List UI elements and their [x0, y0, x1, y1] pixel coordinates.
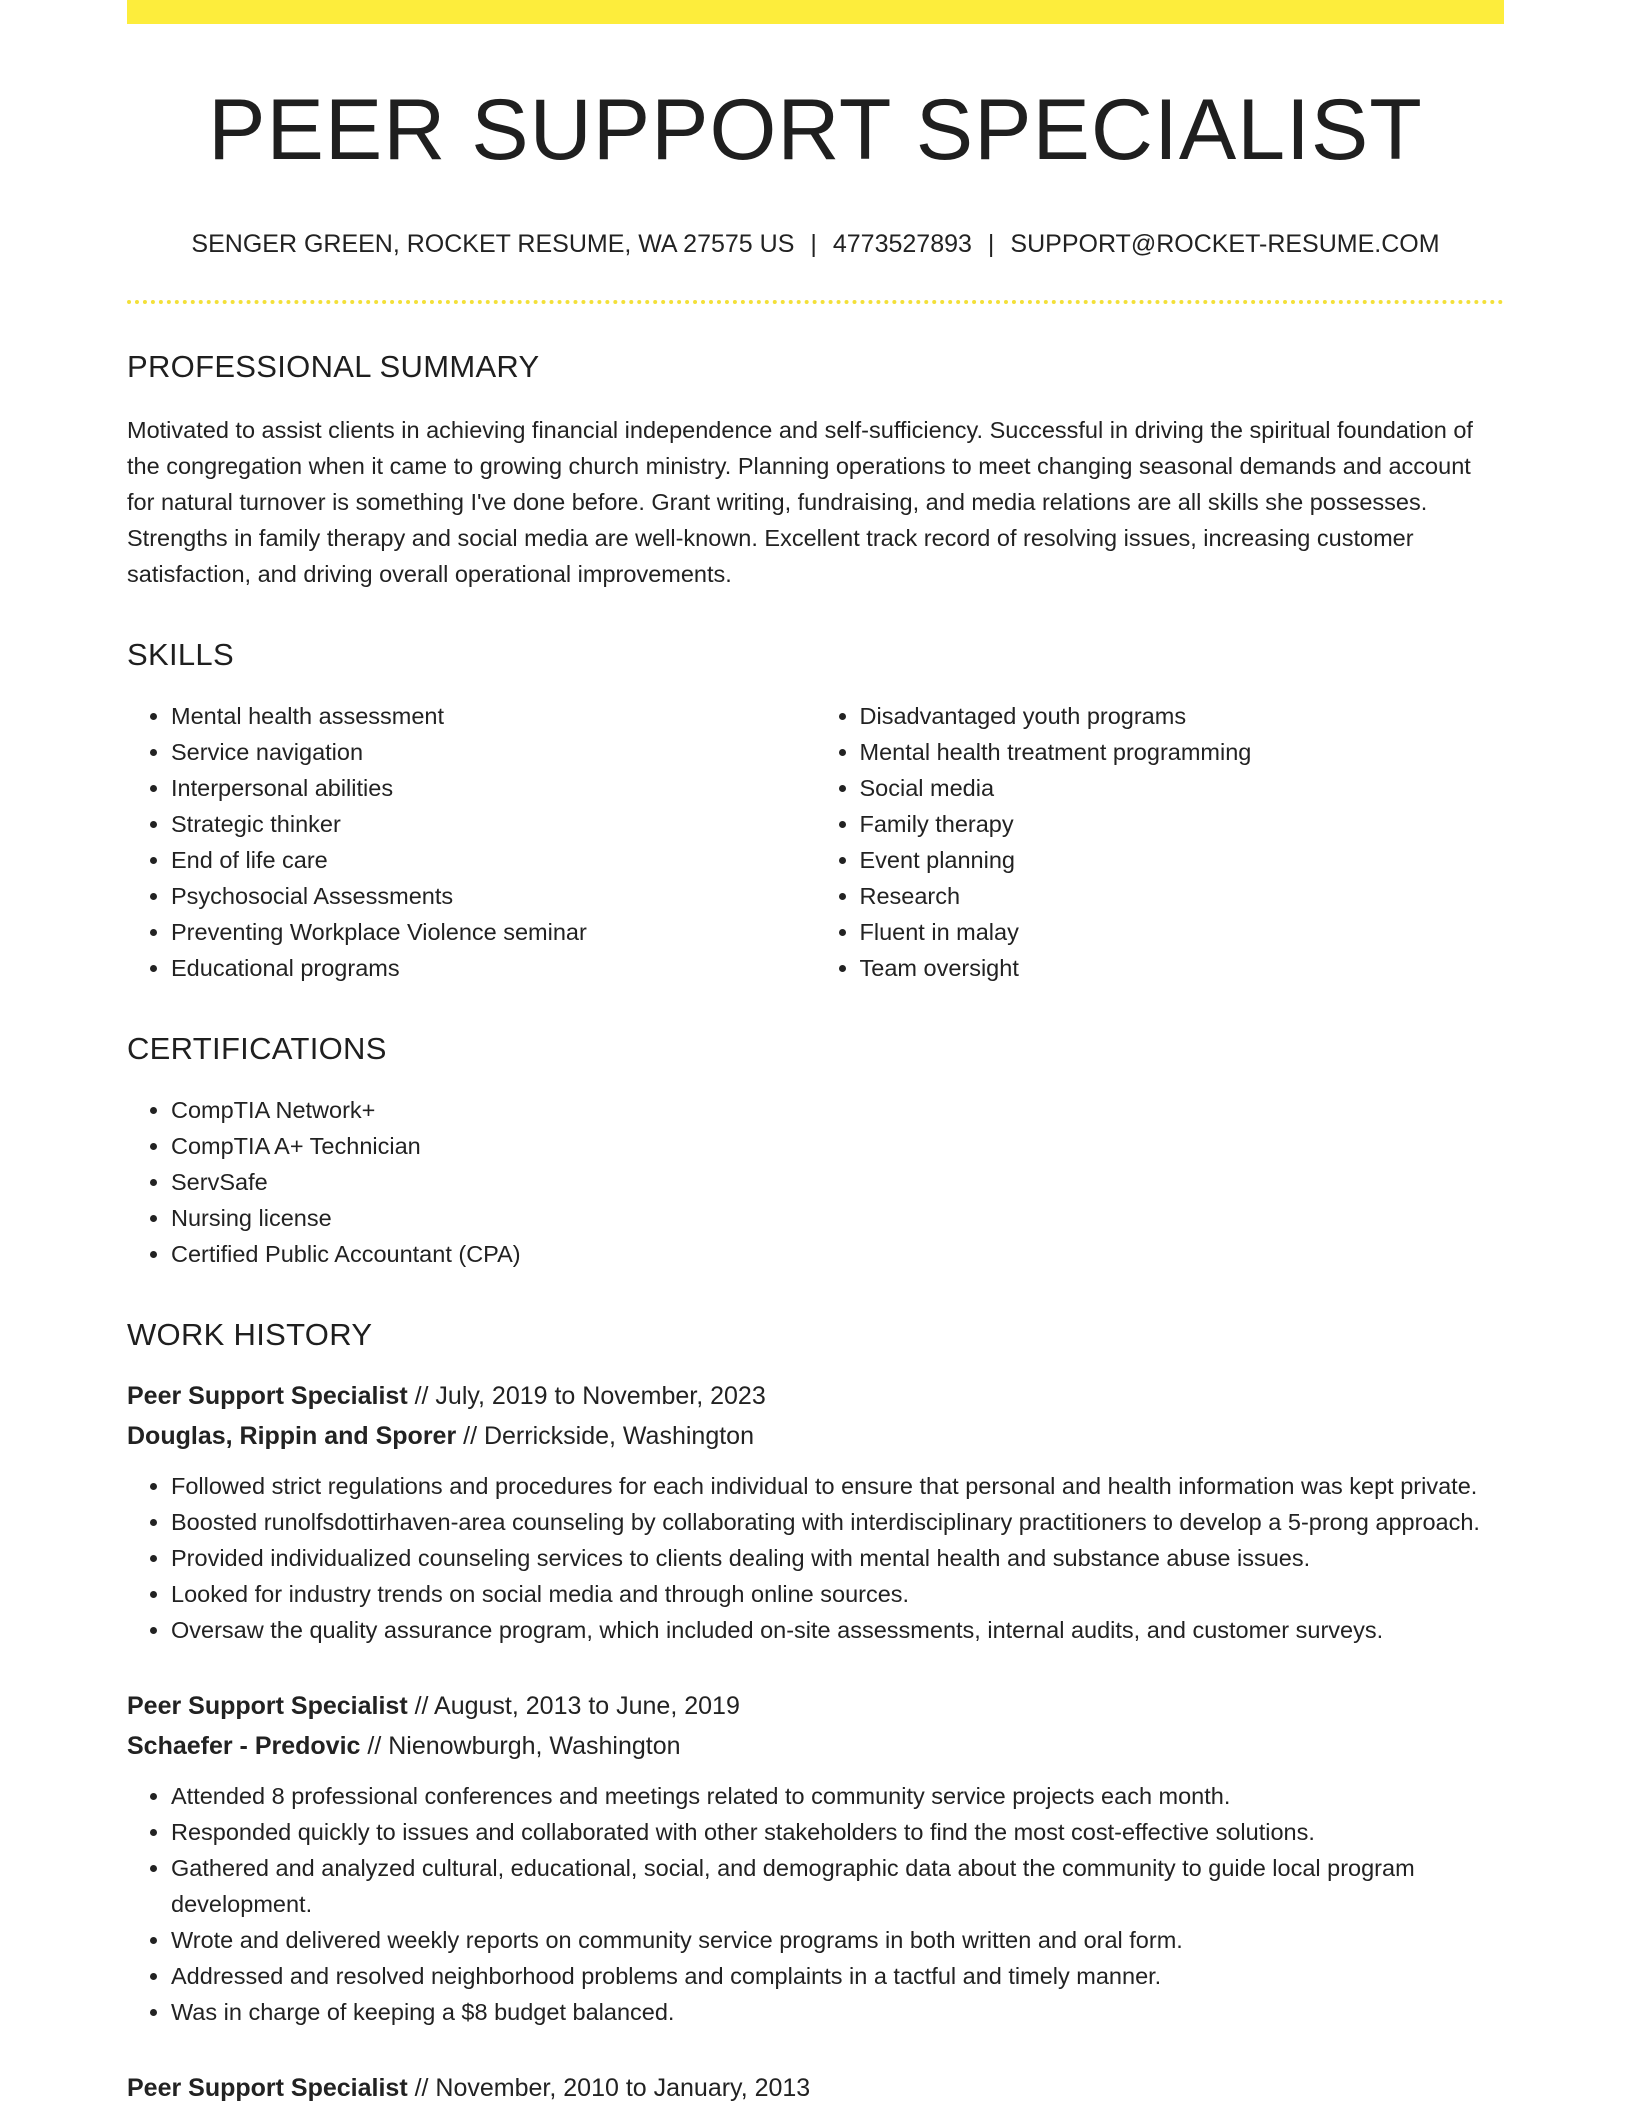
contact-phone: 4773527893 — [832, 230, 972, 258]
job-dates: // July, 2019 to November, 2023 — [407, 1382, 766, 1410]
skill-item: • Team oversight — [860, 950, 1505, 986]
skill-item: • Strategic thinker — [171, 806, 816, 842]
skill-item: • Fluent in malay — [860, 914, 1505, 950]
job-bullet: • Followed strict regulations and procedures for each individual to ensure that personal and health information was kept private. — [171, 1468, 1504, 1504]
skill-item: • Family therapy — [860, 806, 1505, 842]
skill-item: • Social media — [860, 770, 1505, 806]
skill-item: • Educational programs — [171, 950, 816, 986]
skills-left-list — [127, 698, 816, 986]
contact-separator: | — [987, 230, 995, 258]
job-bullet: • Wrote and delivered weekly reports on community service programs in both written and oral form. — [171, 1922, 1504, 1958]
skill-item: • Disadvantaged youth programs — [860, 698, 1505, 734]
job-bullet: • Responded quickly to issues and collaborated with other stakeholders to find the most cost-effective solutions. — [171, 1814, 1504, 1850]
job-entry — [127, 1686, 1504, 2030]
summary-text: Motivated to assist clients in achieving financial independence and self-sufficiency. Successful in driving the spiritual foundation of the congregation when it came to growing church ministry. Planning operations to meet changing seasonal demands and account for natural turnover is something I've done before. Grant writing, fundraising, and media relations are all skills she possesses. Strengths in family therapy and social media are well-known. Excellent track record of resolving issues, increasing customer satisfaction, and driving overall operational improvements. — [127, 417, 1473, 587]
job-location: // Derrickside, Washington — [456, 1422, 754, 1450]
skills-right-list — [816, 698, 1505, 986]
job-bullets — [127, 1468, 1504, 1648]
skills-heading: SKILLS — [127, 637, 234, 672]
job-dates: // November, 2010 to January, 2013 — [407, 2074, 811, 2102]
resume-content — [127, 0, 1504, 2108]
job-role-line — [127, 2068, 1504, 2108]
job-role: Peer Support Specialist — [127, 1692, 408, 1720]
certification-item: • ServSafe — [171, 1164, 1504, 1200]
summary-heading: PROFESSIONAL SUMMARY — [127, 349, 540, 384]
job-role: Peer Support Specialist — [127, 2074, 408, 2102]
certifications-heading: CERTIFICATIONS — [127, 1031, 387, 1066]
job-company-line — [127, 1416, 1504, 1456]
job-role-line — [127, 1686, 1504, 1726]
job-company: Douglas, Rippin and Sporer — [127, 1422, 457, 1450]
certification-item: • Nursing license — [171, 1200, 1504, 1236]
job-role-line — [127, 1376, 1504, 1416]
resume-title: PEER SUPPORT SPECIALIST — [208, 82, 1423, 178]
job-bullet: • Oversaw the quality assurance program, which included on-site assessments, internal audits, and customer surveys. — [171, 1612, 1504, 1648]
work-history-heading: WORK HISTORY — [127, 1317, 373, 1352]
job-bullet: • Provided individualized counseling services to clients dealing with mental health and substance abuse issues. — [171, 1540, 1504, 1576]
job-bullet: • Attended 8 professional conferences and meetings related to community service projects each month. — [171, 1778, 1504, 1814]
skills-columns — [127, 698, 1504, 986]
certification-item: • CompTIA A+ Technician — [171, 1128, 1504, 1164]
job-bullet: • Boosted runolfsdottirhaven-area counseling by collaborating with interdisciplinary practitioners to develop a 5-prong approach. — [171, 1504, 1504, 1540]
job-location: // Nienowburgh, Washington — [360, 1732, 681, 1760]
skill-item: • Research — [860, 878, 1505, 914]
skill-item: • Event planning — [860, 842, 1505, 878]
job-bullet: • Was in charge of keeping a $8 budget balanced. — [171, 1994, 1504, 2030]
job-bullet: • Gathered and analyzed cultural, educational, social, and demographic data about the community to guide local program development. — [171, 1850, 1504, 1922]
job-bullet: • Looked for industry trends on social media and through online sources. — [171, 1576, 1504, 1612]
skill-item: • Preventing Workplace Violence seminar — [171, 914, 816, 950]
skill-item: • Psychosocial Assessments — [171, 878, 816, 914]
skill-item: • Mental health assessment — [171, 698, 816, 734]
job-company-line — [127, 1726, 1504, 1766]
contact-address: SENGER GREEN, ROCKET RESUME, WA 27575 US — [191, 230, 795, 258]
skill-item: • Mental health treatment programming — [860, 734, 1505, 770]
job-bullet: • Addressed and resolved neighborhood problems and complaints in a tactful and timely manner. — [171, 1958, 1504, 1994]
job-bullets — [127, 1778, 1504, 2030]
job-entry — [127, 2068, 1504, 2108]
skill-item: • Service navigation — [171, 734, 816, 770]
certification-item: • Certified Public Accountant (CPA) — [171, 1236, 1504, 1272]
job-dates: // August, 2013 to June, 2019 — [407, 1692, 740, 1720]
job-company: Schaefer - Predovic — [127, 1732, 361, 1760]
contact-line — [127, 228, 1504, 260]
skill-item: • End of life care — [171, 842, 816, 878]
certification-item: • CompTIA Network+ — [171, 1092, 1504, 1128]
skill-item: • Interpersonal abilities — [171, 770, 816, 806]
job-entry — [127, 1376, 1504, 1648]
dotted-divider — [127, 300, 1504, 304]
certifications-list — [127, 1092, 1504, 1272]
contact-separator: | — [810, 230, 817, 258]
job-role: Peer Support Specialist — [127, 1382, 408, 1410]
contact-email[interactable]: SUPPORT@ROCKET-RESUME.COM — [1010, 230, 1440, 258]
